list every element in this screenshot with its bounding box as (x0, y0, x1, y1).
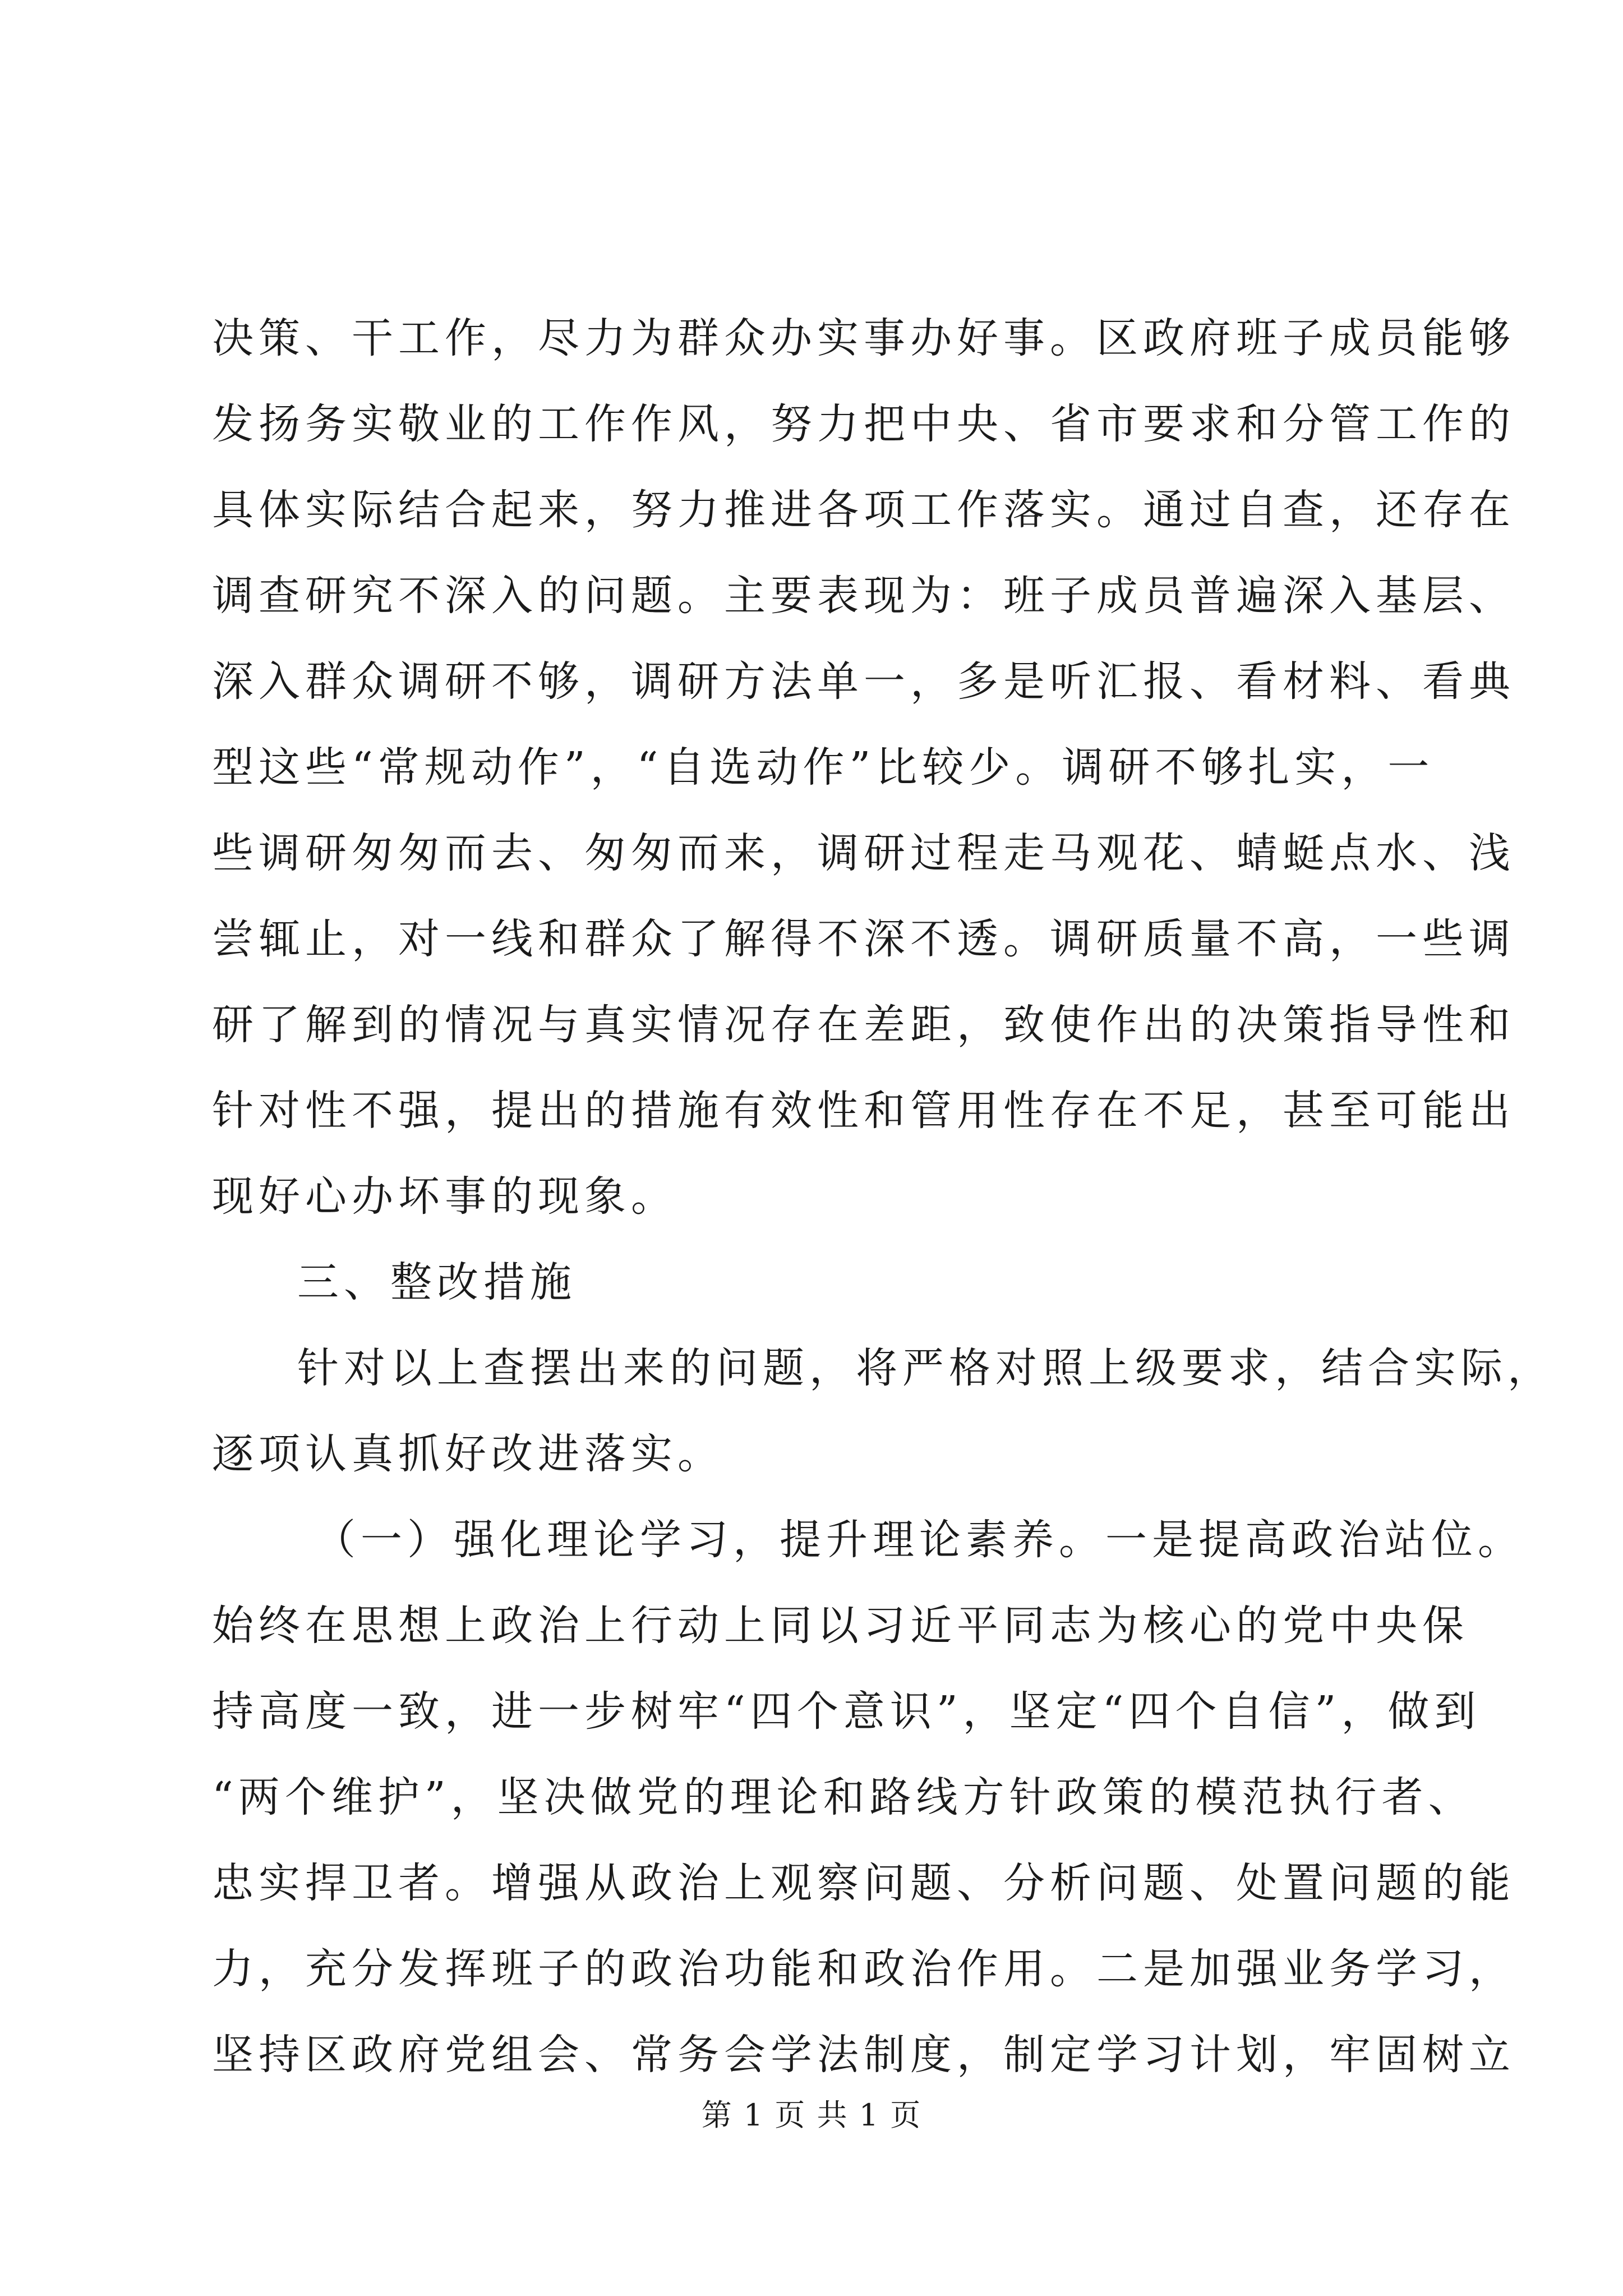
paragraph-line: 型这些“常规动作”，“自选动作”比较少。调研不够扎实，一 (212, 743, 1435, 792)
paragraph-line: 尝辄止，对一线和群众了解得不深不透。调研质量不高，一些调 (212, 915, 1515, 963)
paragraph-line: 忠实捍卫者。增强从政治上观察问题、分析问题、处置问题的能 (212, 1859, 1515, 1907)
paragraph-line: （一）强化理论学习，提升理论素养。一是提高政治站位。 (314, 1516, 1524, 1564)
paragraph-line: 些调研匆匆而去、匆匆而来，调研过程走马观花、蜻蜓点水、浅 (212, 829, 1515, 877)
paragraph-line: 发扬务实敬业的工作作风，努力把中央、省市要求和分管工作的 (212, 400, 1515, 448)
paragraph-line: 针对性不强，提出的措施有效性和管用性存在不足，甚至可能出 (212, 1087, 1515, 1135)
section-heading: 三、整改措施 (297, 1258, 577, 1306)
paragraph-line: 始终在思想上政治上行动上同以习近平同志为核心的党中央保 (212, 1602, 1469, 1650)
paragraph-line: 坚持区政府党组会、常务会学法制度，制定学习计划，牢固树立 (212, 2031, 1515, 2079)
paragraph-line: 调查研究不深入的问题。主要表现为：班子成员普遍深入基层、 (212, 572, 1515, 620)
paragraph-line: 逐项认真抓好改进落实。 (212, 1430, 724, 1478)
paragraph-line: 研了解到的情况与真实情况存在差距，致使作出的决策指导性和 (212, 1001, 1515, 1049)
page-footer: 第 1 页 共 1 页 (701, 2097, 922, 2133)
paragraph-line: 深入群众调研不够，调研方法单一，多是听汇报、看材料、看典 (212, 657, 1515, 706)
paragraph-line: 力，充分发挥班子的政治功能和政治作用。二是加强业务学习， (212, 1945, 1515, 1993)
paragraph-line: “两个维护”，坚决做党的理论和路线方针政策的模范执行者、 (212, 1773, 1475, 1821)
paragraph-line: 现好心办坏事的现象。 (212, 1172, 677, 1221)
paragraph-line: 决策、干工作，尽力为群众办实事办好事。区政府班子成员能够 (212, 314, 1515, 362)
paragraph-line: 针对以上查摆出来的问题，将严格对照上级要求，结合实际， (297, 1344, 1554, 1392)
paragraph-line: 具体实际结合起来，努力推进各项工作落实。通过自查，还存在 (212, 486, 1515, 534)
paragraph-line: 持高度一致，进一步树牢“四个意识”，坚定“四个自信”，做到 (212, 1687, 1481, 1736)
